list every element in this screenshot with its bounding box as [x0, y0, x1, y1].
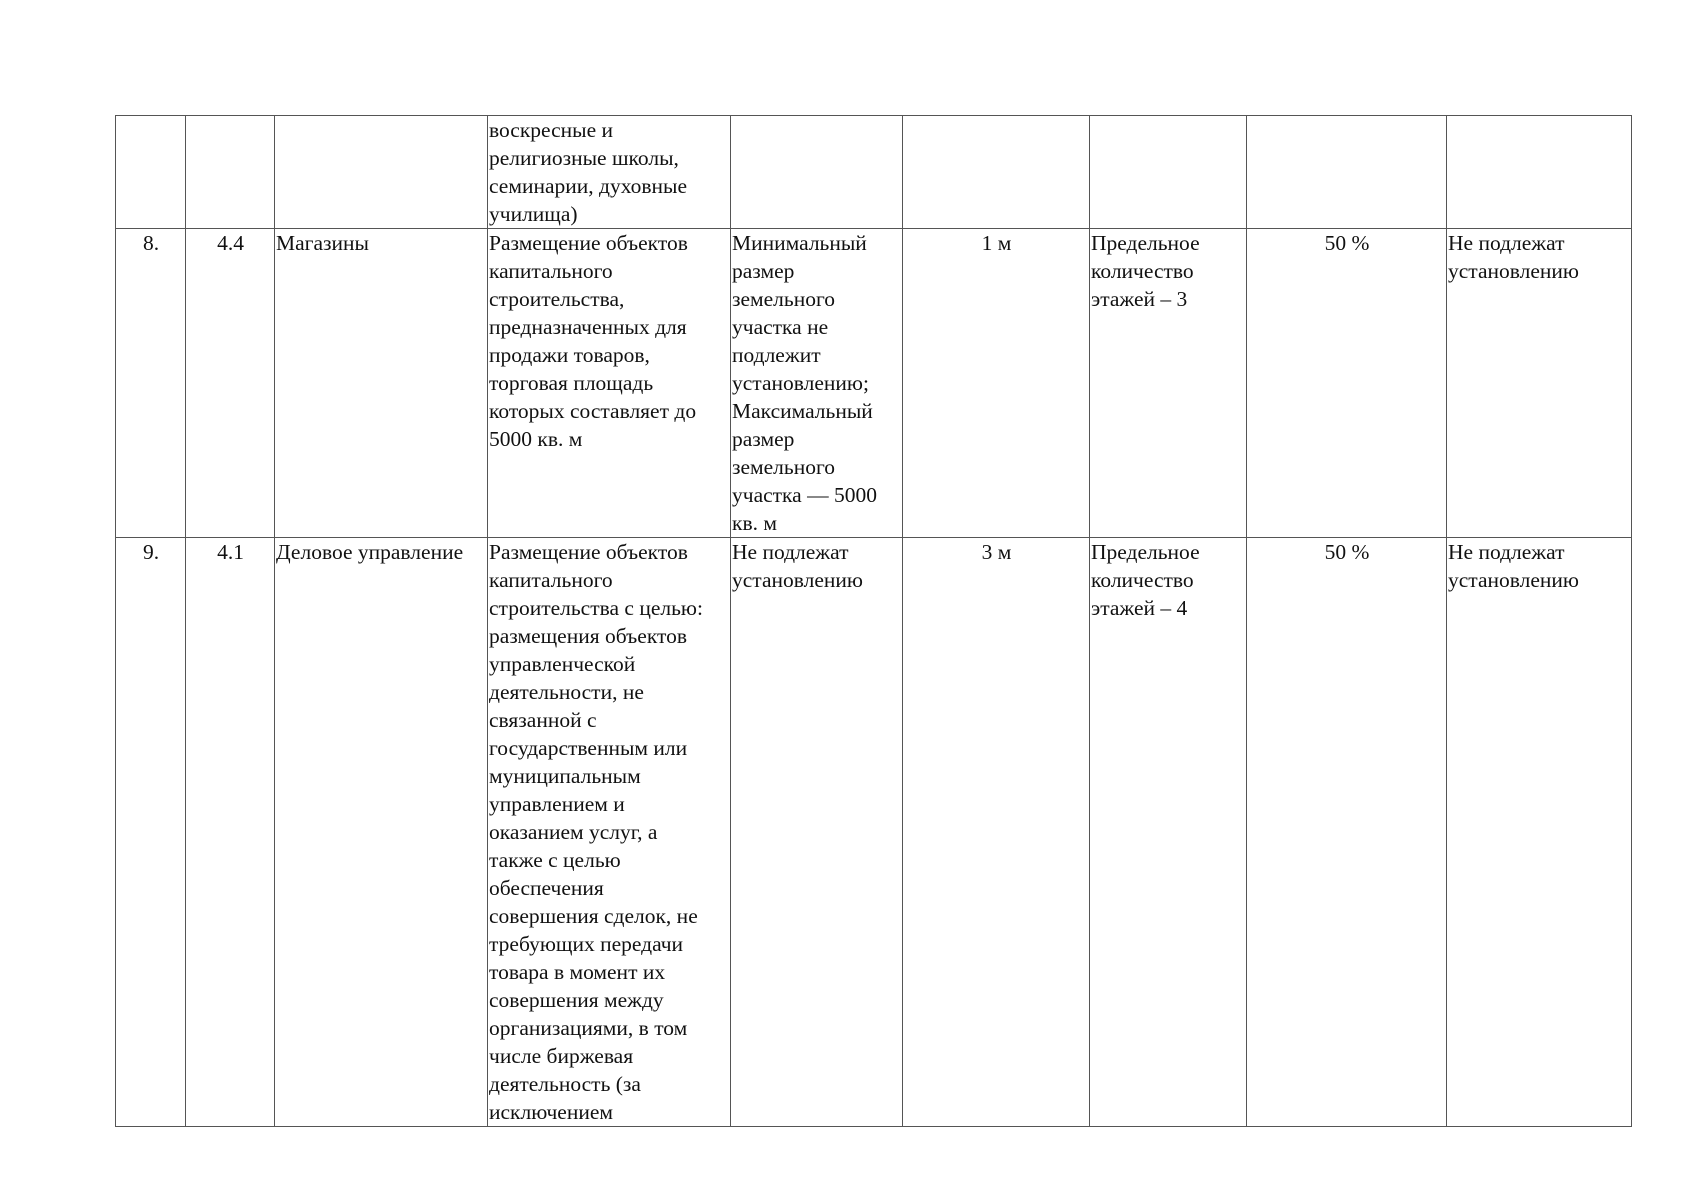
plot-size: Минимальный размер земельного участка не подлежит установлению; Максимальный размер земельного участка — 5000 кв. м: [731, 229, 903, 538]
table-row: [116, 538, 1632, 1127]
coverage: 50 %: [1247, 229, 1447, 538]
use-description: воскресные и религиозные школы, семинарии, духовные училища): [488, 116, 731, 229]
other-parameters: [1447, 116, 1632, 229]
setback: [903, 116, 1090, 229]
coverage: 50 %: [1247, 538, 1447, 1127]
use-description: Размещение объектов капитального строительства с целью: размещения объектов управленческой деятельности, не связанной с государственным или муниципальным управлением и оказанием услуг, а также с целью обеспечения совершения сделок, не требующих передачи товара в момент их совершения между организациями, в том числе биржевая деятельность (за исключением: [488, 538, 731, 1127]
table-row: [116, 229, 1632, 538]
other-parameters: Не подлежат установлению: [1447, 229, 1632, 538]
coverage: [1247, 116, 1447, 229]
row-number: 9.: [116, 538, 186, 1127]
use-code: 4.4: [186, 229, 275, 538]
plot-size: Не подлежат установлению: [731, 538, 903, 1127]
use-name: Магазины: [275, 229, 488, 538]
regulations-table: [115, 115, 1632, 1127]
setback: 1 м: [903, 229, 1090, 538]
setback: 3 м: [903, 538, 1090, 1127]
floor-limit: [1090, 116, 1247, 229]
other-parameters: Не подлежат установлению: [1447, 538, 1632, 1127]
floor-limit: Предельное количество этажей – 3: [1090, 229, 1247, 538]
use-code: 4.1: [186, 538, 275, 1127]
row-number: 8.: [116, 229, 186, 538]
use-code: [186, 116, 275, 229]
row-number: [116, 116, 186, 229]
table-row: [116, 116, 1632, 229]
use-name: Деловое управление: [275, 538, 488, 1127]
plot-size: [731, 116, 903, 229]
floor-limit: Предельное количество этажей – 4: [1090, 538, 1247, 1127]
use-name: [275, 116, 488, 229]
use-description: Размещение объектов капитального строительства, предназначенных для продажи товаров, торговая площадь которых составляет до 5000 кв. м: [488, 229, 731, 538]
